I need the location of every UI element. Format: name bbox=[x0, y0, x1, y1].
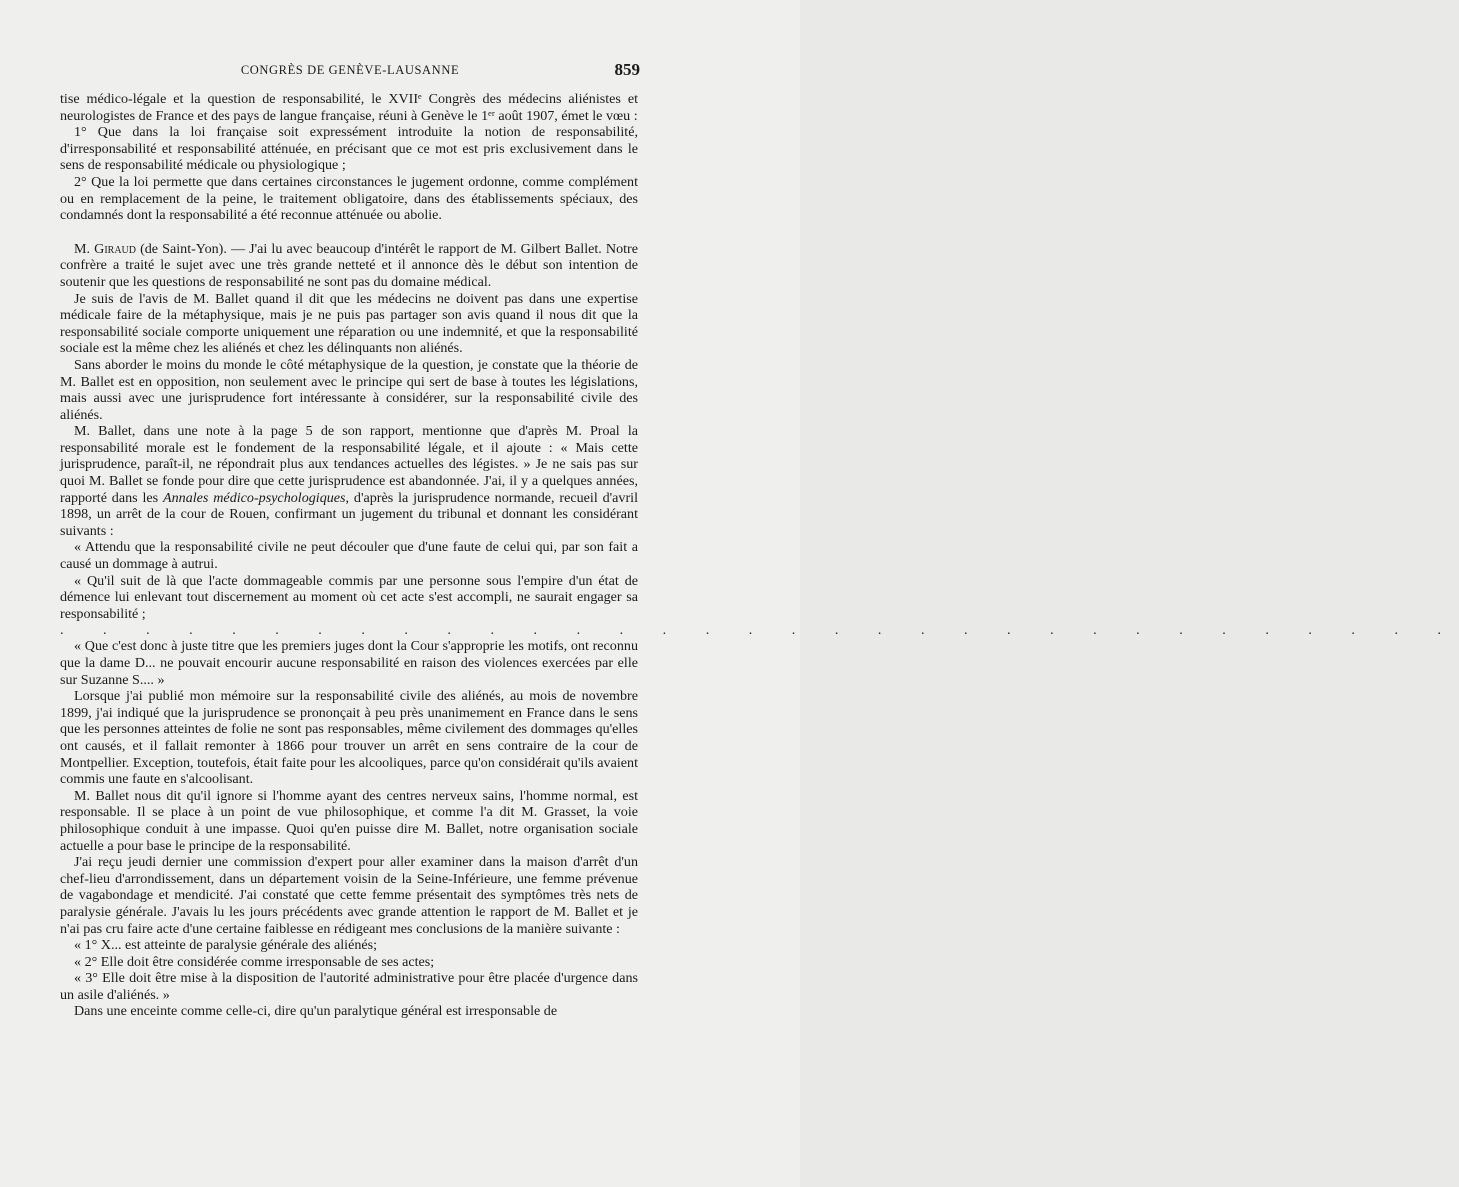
speaker-name: M. Giraud bbox=[74, 240, 136, 257]
running-title: CONGRÈS DE GENÈVE-LAUSANNE bbox=[240, 63, 460, 77]
ellipsis-line: . . . . . . . . . . . . . . . . . . . . . . . . . . . . . . . . . bbox=[60, 622, 1459, 639]
paragraph-text: M. Ballet, dans une note à la page 5 de son rapport, mentionne que d'après M. Proal la responsabilité morale est le fondement de la responsabilité légale, et il ajoute : « Mais cette jurisprudence, paraît-il, ne répondrait plus aux tendances actuelles des légistes. » Je ne sais pas sur quoi M. Ballet se fonde pour dire que cette jurisprudence est abandonnée. J'ai, il y a quelques années, rapporté dans les bbox=[60, 423, 638, 506]
paragraph: J'ai reçu jeudi dernier une commission d'expert pour aller examiner dans la maison d'arrêt d'un chef-lieu d'arrondissement, dans un département voisin de la Seine-Inférieure, une femme prévenue de vagabondage et mendicité. J'ai constaté que cette femme présentait des symptômes très nets de paralysie générale. J'avais lu les jours précédents avec grande attention le rapport de M. Ballet et je n'ai pas cru faire acte d'une certaine faiblesse en rédigeant mes conclusions de la manière suivante : bbox=[60, 854, 638, 937]
paragraph: M. Ballet nous dit qu'il ignore si l'homme ayant des centres nerveux sains, l'homme normal, est responsable. Il se place à un point de vue philosophique, et comme l'a dit M. Grasset, la voie philosophique conduit à une impasse. Quoi qu'en puisse dire M. Ballet, notre organisation sociale actuelle a pour base le principe de la responsabilité. bbox=[60, 787, 638, 854]
paragraph-text: (de Saint-Yon). — J'ai lu avec beaucoup d'intérêt le rapport de M. Gilbert Ballet. Notre confrère a traité le sujet avec une très grande netteté et il annonce dès le début son intention de soutenir que les questions de responsabilité ne sont pas du domaine médical. bbox=[60, 240, 638, 290]
paragraph: 1° Que dans la loi française soit expressément introduite la notion de responsabilité, d'irresponsabilité et responsabilité atténuée, en précisant que ce mot est pris exclusivement dans le sens de responsabilité médicale ou physiologique ; bbox=[60, 124, 638, 174]
paragraph: Lorsque j'ai publié mon mémoire sur la responsabilité civile des aliénés, au mois de novembre 1899, j'ai indiqué que la jurisprudence se prononçait à peu près unanimement en France dans le sens que les personnes atteintes de folie ne sont pas responsables, même civilement des dommages qu'elles ont causés, et il fallait remonter à 1866 pour trouver un arrêt en sens contraire de la cour de Montpellier. Exception, toutefois, était faite pour les alcooliques, parce qu'on considérait qu'ils avaient commis une faute en s'alcoolisant. bbox=[60, 688, 638, 788]
quote-paragraph: « 1° X... est atteinte de paralysie générale des aliénés; bbox=[74, 937, 378, 954]
page-number: 859 bbox=[614, 60, 640, 79]
paragraph: 2° Que la loi permette que dans certaines circonstances le jugement ordonne, comme complément ou en remplacement de la peine, le traitement obligatoire, dans des établissements spéciaux, des condamnés dont la responsabilité a été reconnue atténuée ou abolie. bbox=[60, 173, 638, 224]
paragraph: Je suis de l'avis de M. Ballet quand il dit que les médecins ne doivent pas dans une expertise médicale faire de la métaphysique, mais je ne puis pas partager son avis quand il nous dit que la responsabilité sociale comporte uniquement une réparation ou une indemnité, et que la responsabilité sociale est la même chez les aliénés et chez les délinquants non aliénés. bbox=[60, 290, 638, 357]
quote-paragraph: « 3° Elle doit être mise à la disposition de l'autorité administrative pour être placée d'urgence dans un asile d'aliénés. » bbox=[60, 970, 638, 1003]
quote-paragraph: « Que c'est donc à juste titre que les premiers juges dont la Cour s'approprie les motifs, ont reconnu que la dame D... ne pouvait encourir aucune responsabilité en raison des violences exercées par elle sur Suzanne S.... » bbox=[60, 638, 638, 688]
quote-paragraph: « 2° Elle doit être considérée comme irresponsable de ses actes; bbox=[74, 953, 435, 970]
paragraph: tise médico-légale et la question de responsabilité, le XVIIᵉ Congrès des médecins aliénistes et neurologistes de France et des pays de langue française, réuni à Genève le 1ᵉʳ août 1907, émet le vœu : bbox=[60, 91, 638, 124]
paragraph bbox=[60, 241, 638, 291]
body-text bbox=[60, 91, 1459, 1020]
page-header bbox=[60, 62, 640, 82]
paragraph: Sans aborder le moins du monde le côté métaphysique de la question, je constate que la théorie de M. Ballet est en opposition, non seulement avec le principe qui sert de base à toutes les législations, mais aussi avec une jurisprudence fort intéressante à considérer, sur la responsabilité civile des aliénés. bbox=[60, 356, 638, 423]
journal-title: Annales médico-psychologiques bbox=[163, 489, 346, 506]
paragraph bbox=[60, 423, 638, 539]
quote-paragraph: « Qu'il suit de là que l'acte dommageable commis par une personne sous l'empire d'un état de démence lui enlevant tout discernement au moment où cet acte s'est accompli, ne saurait engager sa responsabilité ; bbox=[60, 572, 638, 622]
paragraph-text: , d'après la jurisprudence normande, recueil d'avril 1898, un arrêt de la cour de Rouen, confirmant un jugement du tribunal et donnant les considérant suivants : bbox=[60, 489, 638, 539]
quote-paragraph: « Attendu que la responsabilité civile ne peut découler que d'une faute de celui qui, par son fait a causé un dommage à autrui. bbox=[60, 539, 638, 573]
paragraph: Dans une enceinte comme celle-ci, dire qu'un paralytique général est irresponsable de bbox=[74, 1003, 558, 1020]
